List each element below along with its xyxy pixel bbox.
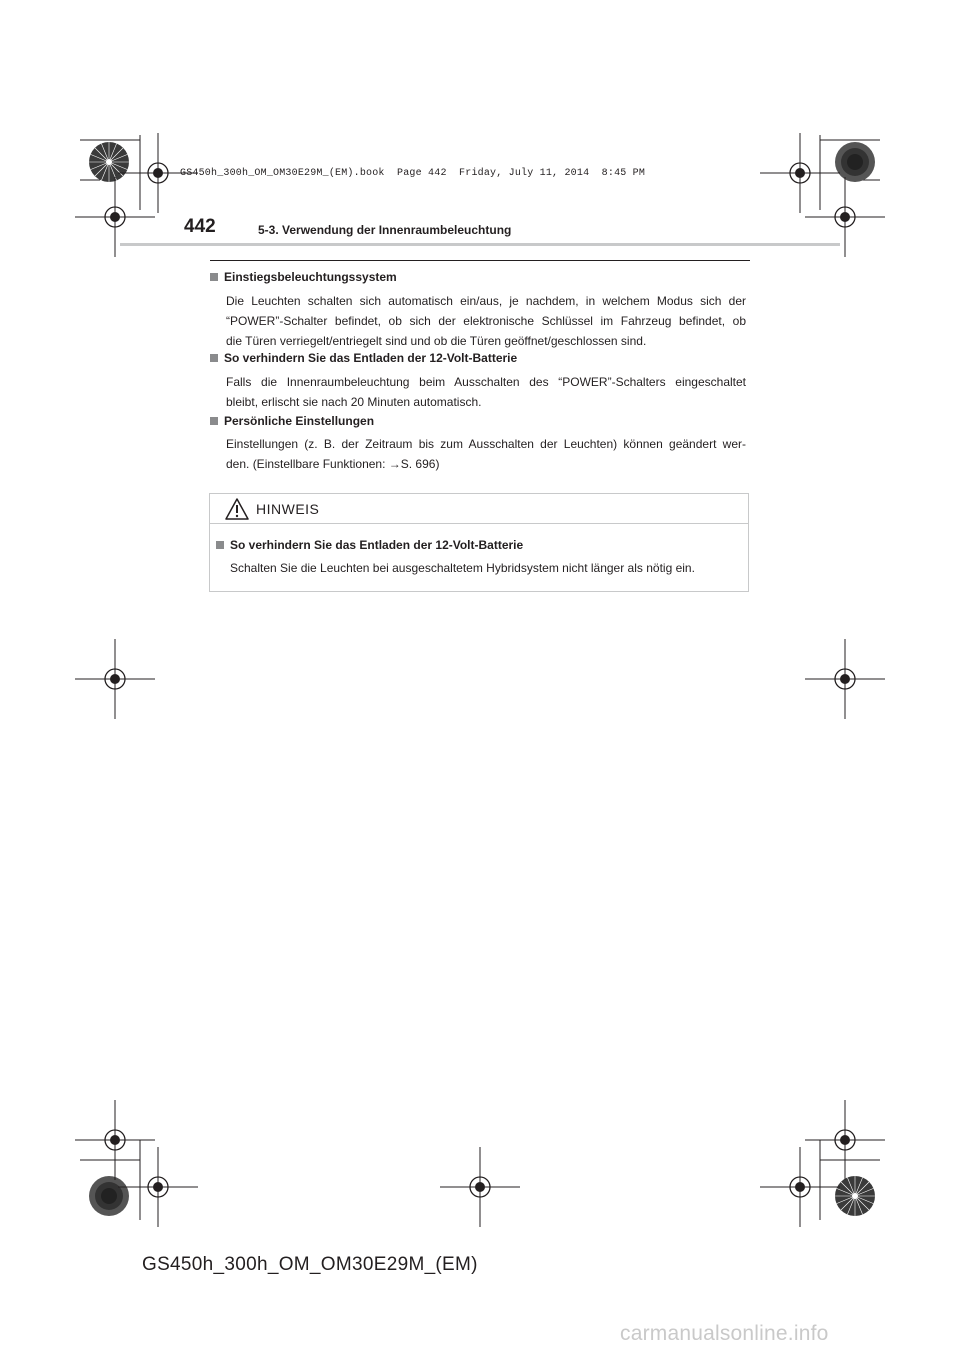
item-body-entry-lighting bbox=[226, 291, 746, 351]
notice-title: HINWEIS bbox=[256, 501, 320, 517]
print-slug-line: GS450h_300h_OM_OM30E29M_(EM).book Page 442 Friday, July 11, 2014 8:45 PM bbox=[180, 168, 646, 179]
square-bullet-icon bbox=[210, 417, 218, 425]
notice-text: Schalten Sie die Leuchten bei ausgeschaltetem Hybridsystem nicht länger als nötig ein. bbox=[230, 561, 695, 575]
item-body-personal-settings bbox=[226, 434, 746, 474]
text-line: Die Leuchten schalten sich automatisch ein/aus, je nachdem, in welchem Modus sich der bbox=[226, 294, 746, 308]
notice-box bbox=[209, 493, 749, 592]
item-heading-personal-settings bbox=[210, 414, 374, 428]
item-heading-text: So verhindern Sie das Entladen der 12-Volt-Batterie bbox=[224, 351, 518, 365]
header-rule bbox=[120, 243, 840, 246]
square-bullet-icon bbox=[216, 541, 224, 549]
item-heading-battery bbox=[210, 351, 517, 365]
notice-subheading bbox=[216, 538, 523, 552]
square-bullet-icon bbox=[210, 354, 218, 362]
page-number: 442 bbox=[184, 216, 216, 237]
item-body-battery bbox=[226, 372, 746, 412]
notice-header bbox=[210, 494, 748, 524]
text-line: bleibt, erlischt sie nach 20 Minuten automatisch. bbox=[226, 395, 482, 409]
item-heading-entry-lighting bbox=[210, 270, 397, 284]
warning-triangle-icon bbox=[225, 498, 249, 520]
watermark-text: carmanualsonline.info bbox=[620, 1322, 829, 1345]
square-bullet-icon bbox=[210, 273, 218, 281]
section-title: 5-3. Verwendung der Innenraumbeleuchtung bbox=[258, 223, 512, 237]
footer-document-code: GS450h_300h_OM_OM30E29M_(EM) bbox=[142, 1254, 478, 1275]
notice-subheading-text: So verhindern Sie das Entladen der 12-Volt-Batterie bbox=[230, 538, 524, 552]
item-heading-text: Einstiegsbeleuchtungssystem bbox=[224, 270, 397, 284]
text-line: den. (Einstellbare Funktionen: →S. 696) bbox=[226, 457, 440, 471]
text-line: “POWER”-Schalter befindet, ob sich der elektronische Schlüssel im Fahrzeug befindet, ob bbox=[226, 314, 746, 328]
text-line: Einstellungen (z. B. der Zeitraum bis zum Ausschalten der Leuchten) können geändert wer- bbox=[226, 437, 746, 451]
item-heading-text: Persönliche Einstellungen bbox=[224, 414, 375, 428]
text-line: die Türen verriegelt/entriegelt sind und ob die Türen geöffnet/geschlossen sind. bbox=[226, 334, 647, 348]
text-line: Falls die Innenraumbeleuchtung beim Ausschalten des “POWER”-Schalters eingeschaltet bbox=[226, 375, 746, 389]
content-top-rule bbox=[210, 260, 750, 261]
